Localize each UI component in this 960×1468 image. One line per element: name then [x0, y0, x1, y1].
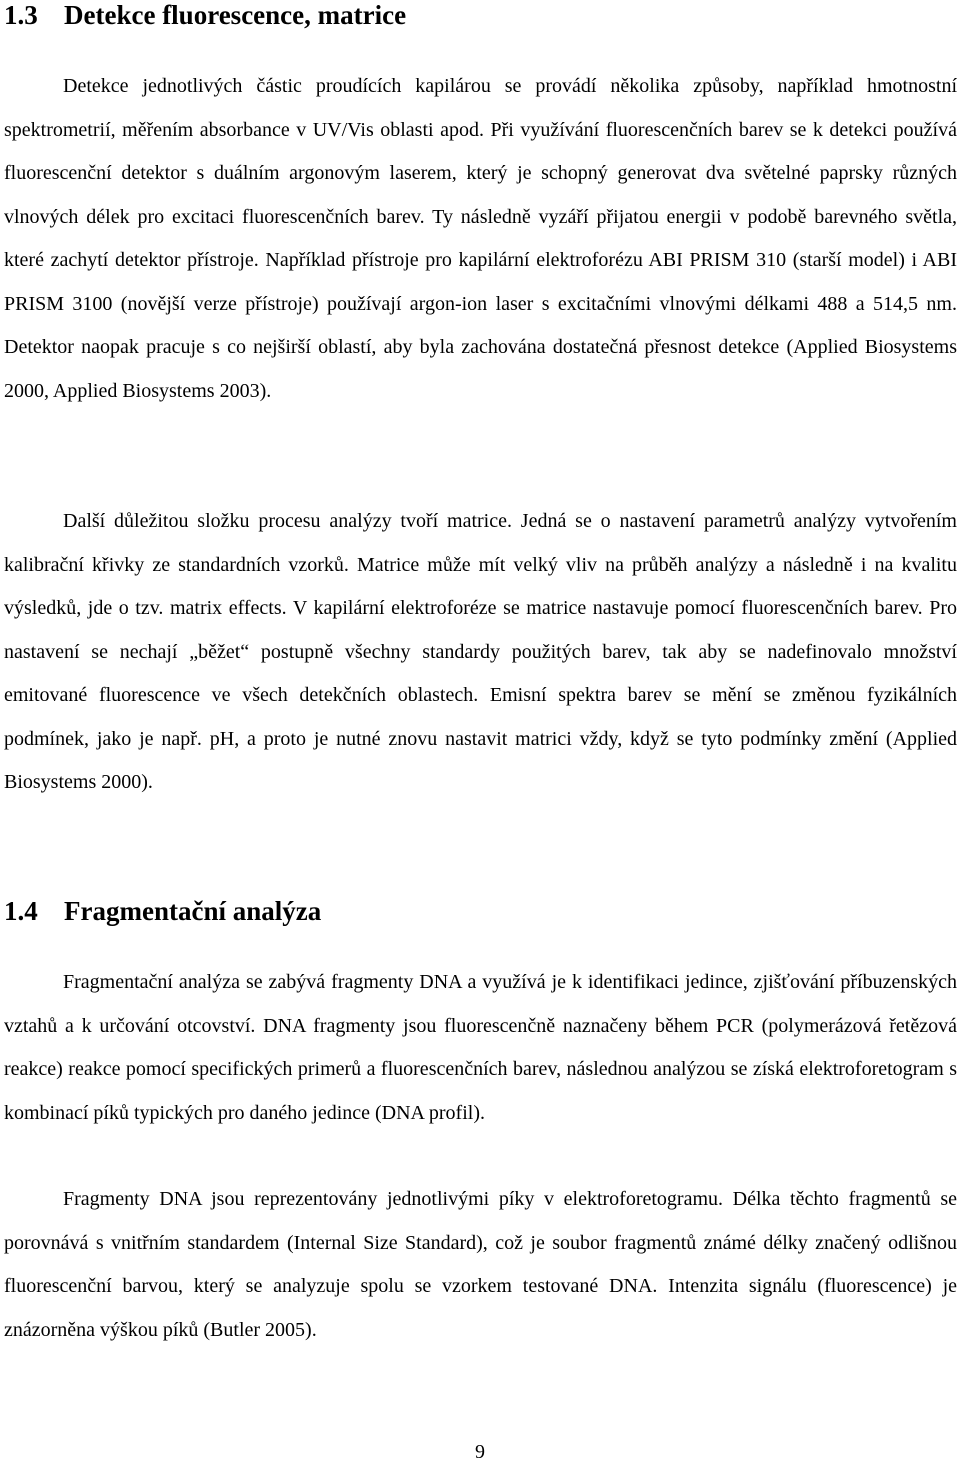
paragraph: Fragmenty DNA jsou reprezentovány jednotlivými píky v elektroforetogramu. Délka těchto fragmentů se porovnává s vnitřním standardem (Internal Size Standard), což je soubor fragmentů známé délky značený odlišnou fluorescenční barvou, který se analyzuje spolu se vzorkem testované DNA. Intenzita signálu (fluorescence) je znázorněna výškou píků (Butler 2005). [4, 1188, 957, 1341]
paragraph: Detekce jednotlivých částic proudících kapilárou se provádí několika způsoby, například hmotnostní spektrometrií, měřením absorbance v UV/Vis oblasti apod. Při využívání fluorescenčních barev se k detekci používá fluorescenční detektor s duálním argonovým laserem, který je schopný generovat dva světelné paprsky různých vlnových délek pro excitaci fluorescenčních barev. Ty následně vyzáří přijatou energii v podobě barevného světla, které zachytí detektor přístroje. Například přístroje pro kapilární elektroforézu ABI PRISM 310 (starší model) i ABI PRISM 3100 (novější verze přístroje) používají argon-ion laser s excitačními vlnovými délkami 488 a 514,5 nm. Detektor naopak pracuje s co nejširší oblastí, aby byla zachována dostatečná přesnost detekce (Applied Biosystems 2000, Applied Biosystems 2003). [4, 75, 957, 402]
section-title: Detekce fluorescence, matrice [64, 0, 407, 30]
paragraph: Fragmentační analýza se zabývá fragmenty DNA a využívá je k identifikaci jedince, zjišťování příbuzenských vztahů a k určování otcovství. DNA fragmenty jsou fluorescenčně naznačeny během PCR (polymerázová řetězová reakce) reakce pomocí specifických primerů a fluorescenčních barev, následnou analýzou se získá elektroforetogram s kombinací píků typických pro daného jedince (DNA profil). [4, 971, 957, 1124]
paragraph: Další důležitou složku procesu analýzy tvoří matrice. Jedná se o nastavení parametrů analýzy vytvořením kalibrační křivky ze standardních vzorků. Matrice může mít velký vliv na průběh analýzy a následně i na kvalitu výsledků, jde o tzv. matrix effects. V kapilární elektroforéze se matrice nastavuje pomocí fluorescenčních barev. Pro nastavení se nechají „běžet“ postupně všechny standardy použitých barev, tak aby se nadefinovalo množství emitované fluorescence ve všech detekčních oblastech. Emisní spektra barev se mění se změnou fyzikálních podmínek, jako je např. pH, a proto je nutné znovu nastavit matrici vždy, když se tyto podmínky změní (Applied Biosystems 2000). [4, 510, 957, 793]
section-number: 1.4 [4, 896, 38, 926]
section-title: Fragmentační analýza [64, 896, 322, 926]
section-number: 1.3 [4, 0, 38, 30]
page-number: 9 [475, 1441, 485, 1463]
section-heading [4, 896, 321, 926]
section-heading [4, 0, 406, 30]
